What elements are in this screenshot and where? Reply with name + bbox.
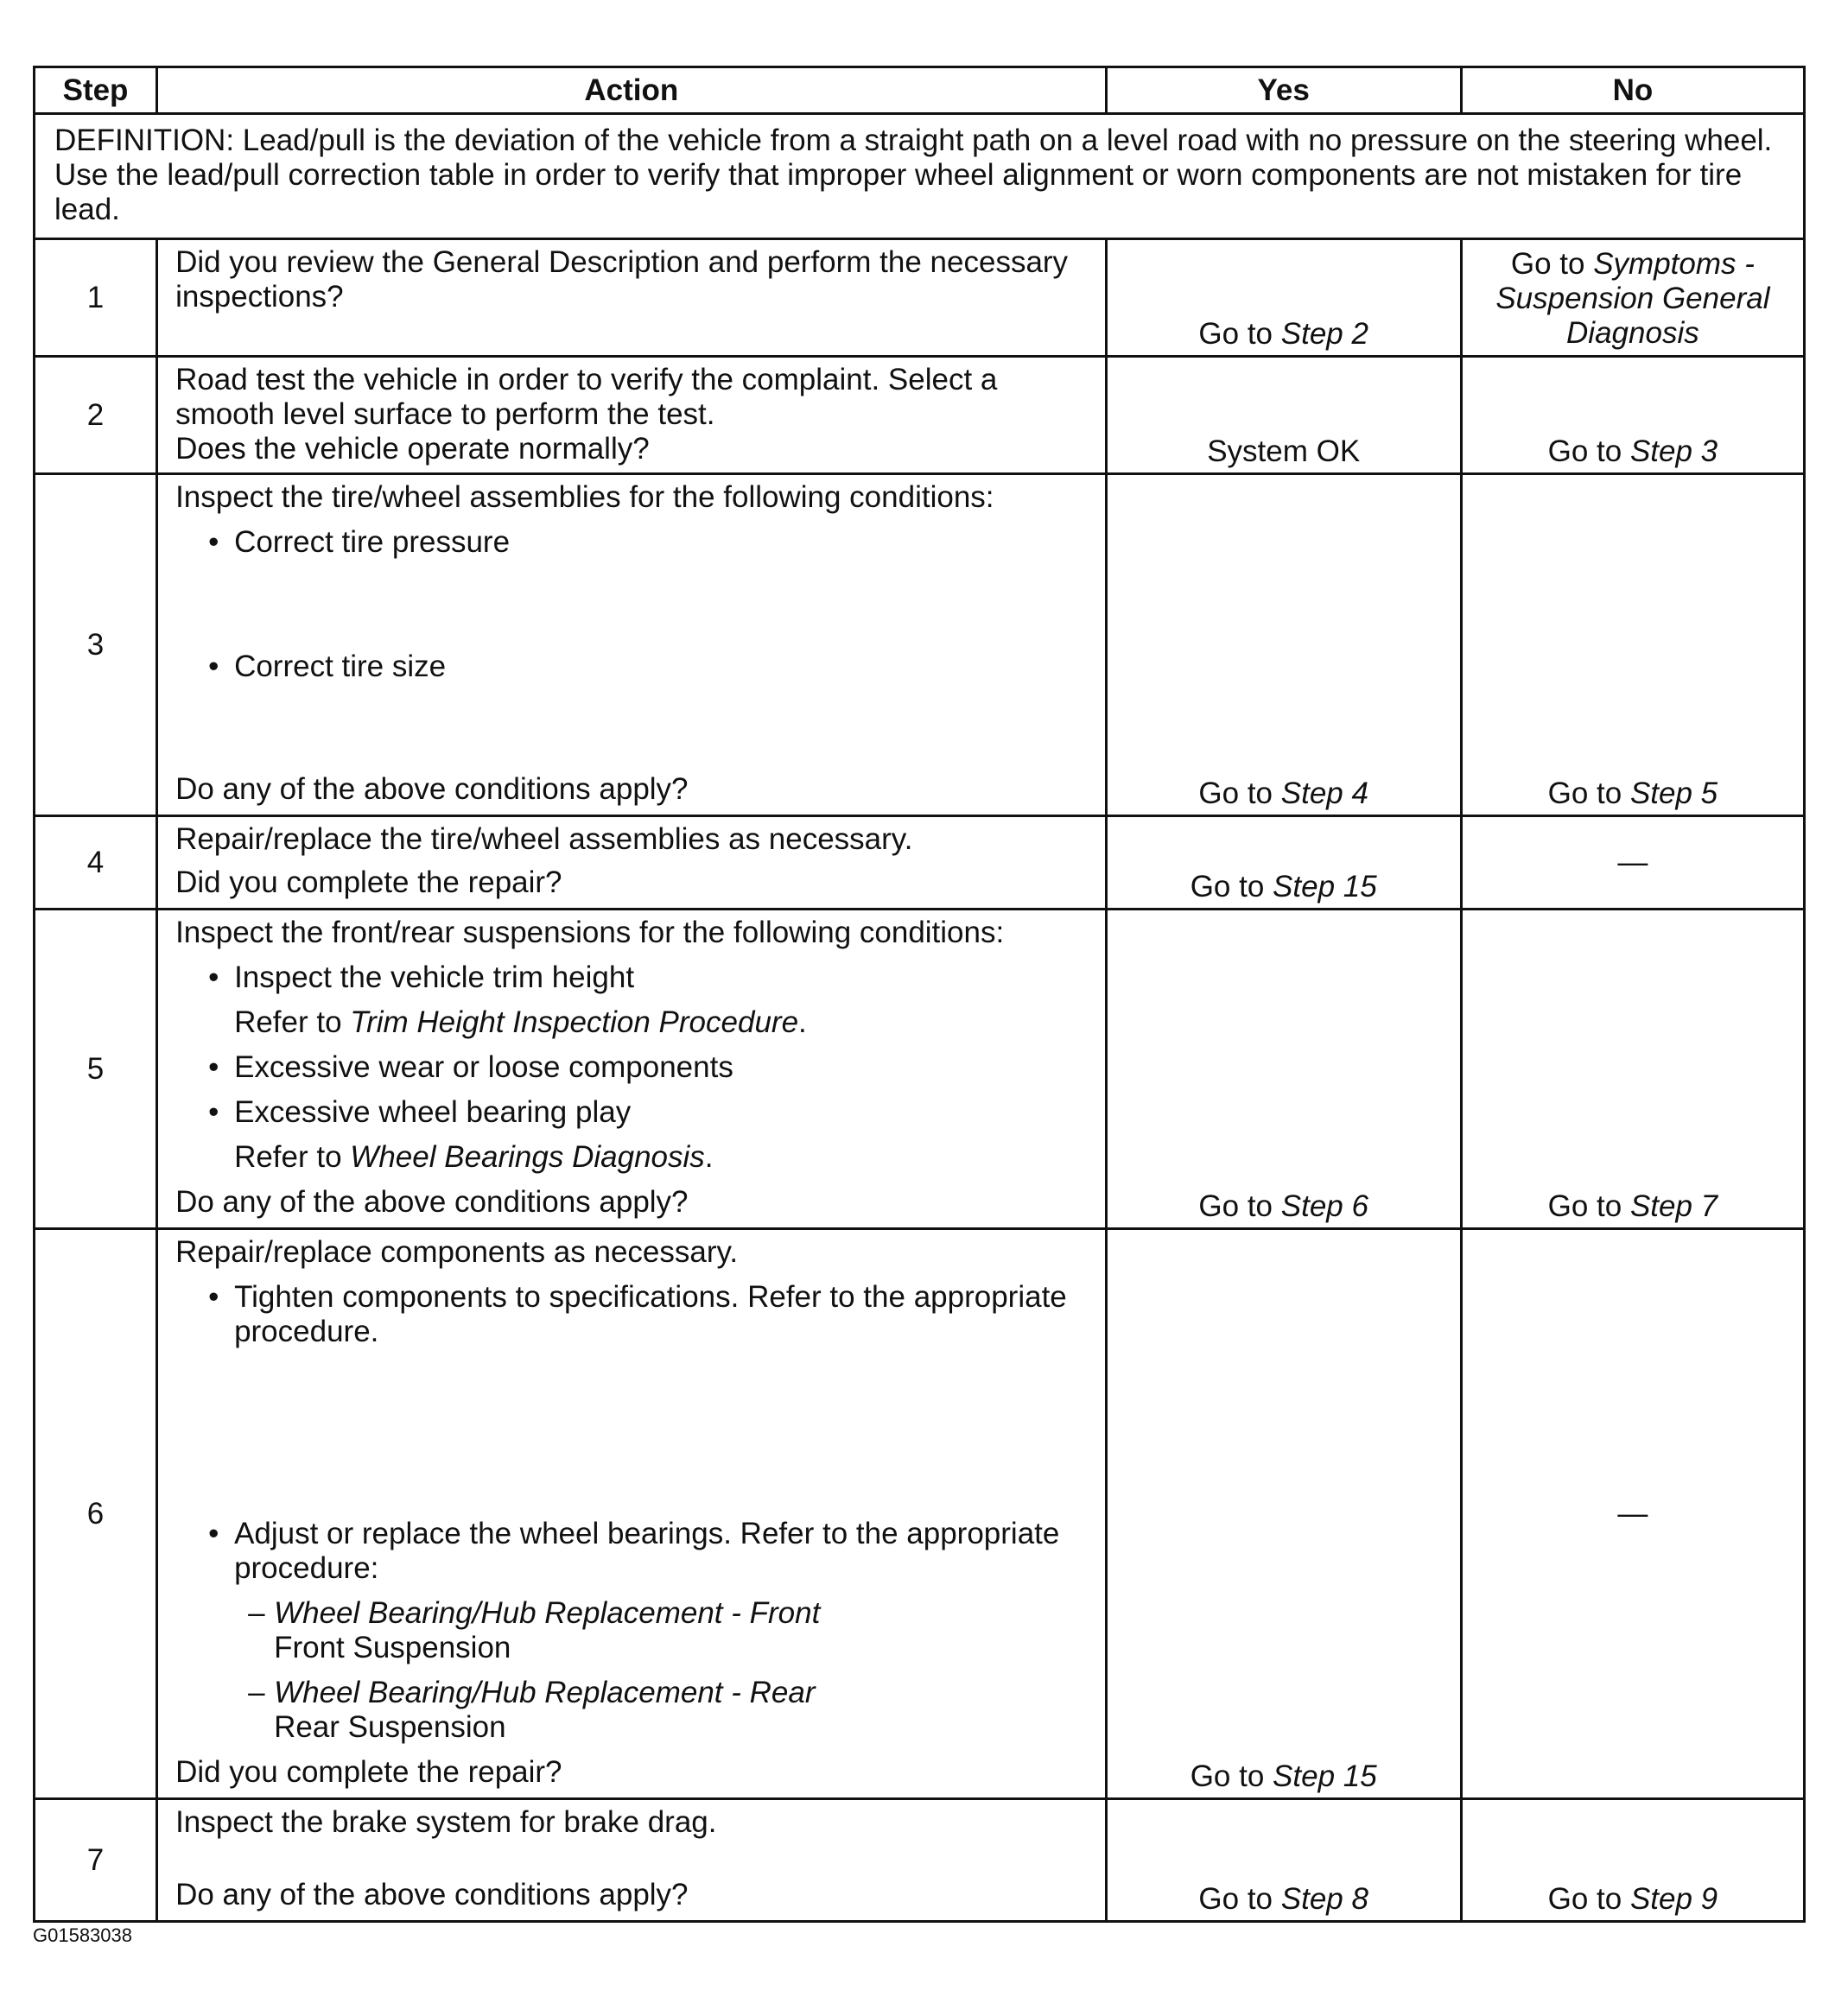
bullet-icon: • (208, 960, 219, 994)
dash-text: Front Suspension (274, 1631, 511, 1664)
header-step: Step (35, 67, 157, 114)
question-text: Do any of the above conditions apply? (175, 1878, 689, 1911)
step-number: 7 (35, 1799, 157, 1922)
yes-step-link: Step 6 (1280, 1189, 1368, 1223)
bullet-item (175, 1517, 1093, 1586)
procedure-link: Wheel Bearing/Hub Replacement - Rear (274, 1676, 816, 1709)
yes-cell (1106, 474, 1461, 816)
no-step-link: Step 7 (1629, 1189, 1718, 1223)
action-text: Did you review the General Description and perform the necessary inspections? (175, 245, 1069, 314)
action-text: Inspect the front/rear suspensions for the following conditions: (175, 916, 1005, 949)
bullet-icon: • (208, 525, 219, 559)
yes-prefix: Go to (1198, 1882, 1273, 1916)
table-row (35, 1229, 1805, 1799)
step-number: 5 (35, 910, 157, 1229)
table-row (35, 239, 1805, 357)
action-text: Road test the vehicle in order to verify the complaint. Select a smooth level surface to perform the test. (175, 363, 998, 431)
table-row (35, 474, 1805, 816)
action-cell (157, 816, 1107, 910)
bullet-text: Correct tire size (234, 650, 447, 683)
action-cell (157, 357, 1107, 474)
yes-step-link: Step 2 (1280, 317, 1368, 351)
no-cell (1461, 357, 1804, 474)
yes-prefix: Go to (1198, 317, 1273, 351)
bullet-item (175, 650, 1093, 684)
question-text: Do any of the above conditions apply? (175, 1185, 689, 1219)
question-text: Did you complete the repair? (175, 1755, 562, 1789)
yes-prefix: Go to (1198, 777, 1273, 810)
no-step-link: Symptoms - Suspension General Diagnosis (1495, 247, 1770, 350)
refer-line (175, 1005, 1093, 1040)
definition-row (35, 114, 1805, 239)
no-prefix: Go to (1547, 777, 1622, 810)
action-cell (157, 1799, 1107, 1922)
figure-code: G01583038 (33, 1924, 132, 1946)
refer-prefix: Refer to (234, 1005, 342, 1039)
action-cell (157, 239, 1107, 357)
procedure-link: Wheel Bearing/Hub Replacement - Front (274, 1596, 821, 1630)
yes-step-link: Step 4 (1280, 777, 1368, 810)
bullet-text: Adjust or replace the wheel bearings. Refer to the appropriate procedure: (234, 1517, 1060, 1585)
yes-step-link: Step 15 (1273, 870, 1377, 903)
dash-icon: – (248, 1596, 265, 1630)
table-row (35, 910, 1805, 1229)
dash-icon: – (248, 1676, 265, 1709)
bullet-icon: • (208, 1050, 219, 1084)
diagnostic-table (33, 66, 1806, 1923)
header-row (35, 67, 1805, 114)
step-number: 2 (35, 357, 157, 474)
dash-item (175, 1596, 1093, 1665)
table-row (35, 357, 1805, 474)
yes-cell (1106, 239, 1461, 357)
header-no: No (1461, 67, 1804, 114)
step-number: 4 (35, 816, 157, 910)
bullet-item (175, 525, 1093, 560)
action-text: Inspect the tire/wheel assemblies for the following conditions: (175, 480, 994, 514)
dash-text: Rear Suspension (274, 1710, 506, 1744)
no-prefix: Go to (1547, 1189, 1622, 1223)
action-text: Inspect the brake system for brake drag. (175, 1805, 717, 1839)
question-text: Does the vehicle operate normally? (175, 432, 650, 466)
no-step-link: Step 5 (1629, 777, 1718, 810)
bullet-text: Inspect the vehicle trim height (234, 960, 635, 994)
refer-link: Trim Height Inspection Procedure (350, 1005, 799, 1039)
header-yes: Yes (1106, 67, 1461, 114)
yes-cell: System OK (1106, 357, 1461, 474)
bullet-icon: • (208, 650, 219, 683)
yes-prefix: Go to (1190, 1759, 1265, 1793)
question-text: Do any of the above conditions apply? (175, 772, 689, 806)
no-cell: — (1461, 1229, 1804, 1799)
action-cell (157, 1229, 1107, 1799)
yes-prefix: Go to (1198, 1189, 1273, 1223)
dash-item (175, 1676, 1093, 1745)
bullet-text: Tighten components to specifications. Refer to the appropriate procedure. (234, 1280, 1067, 1348)
yes-cell (1106, 1799, 1461, 1922)
action-text: Repair/replace components as necessary. (175, 1235, 739, 1269)
no-cell (1461, 239, 1804, 357)
yes-step-link: Step 15 (1273, 1759, 1377, 1793)
no-cell: — (1461, 816, 1804, 910)
action-cell (157, 474, 1107, 816)
no-step-link: Step 9 (1629, 1882, 1718, 1916)
refer-link: Wheel Bearings Diagnosis (350, 1140, 705, 1174)
bullet-icon: • (208, 1517, 219, 1550)
yes-cell (1106, 1229, 1461, 1799)
bullet-item (175, 960, 1093, 995)
refer-suffix: . (704, 1140, 714, 1174)
table-row (35, 816, 1805, 910)
bullet-item (175, 1280, 1093, 1349)
no-prefix: Go to (1547, 1882, 1622, 1916)
refer-line (175, 1140, 1093, 1175)
bullet-icon: • (208, 1095, 219, 1129)
bullet-text: Correct tire pressure (234, 525, 511, 559)
bullet-text: Excessive wear or loose components (234, 1050, 733, 1084)
no-prefix: Go to (1547, 434, 1622, 468)
yes-cell (1106, 816, 1461, 910)
step-number: 3 (35, 474, 157, 816)
no-cell (1461, 474, 1804, 816)
no-step-link: Step 3 (1629, 434, 1718, 468)
refer-suffix: . (798, 1005, 807, 1039)
step-number: 6 (35, 1229, 157, 1799)
yes-cell (1106, 910, 1461, 1229)
definition-text: DEFINITION: Lead/pull is the deviation of the vehicle from a straight path on a level road with no pressure on the steering wheel. Use the lead/pull correction table in order to verify that improper wheel alignment or worn components are not mistaken for tire lead. (35, 114, 1805, 239)
bullet-item (175, 1095, 1093, 1130)
no-cell (1461, 910, 1804, 1229)
bullet-item (175, 1050, 1093, 1085)
yes-step-link: Step 8 (1280, 1882, 1368, 1916)
header-action: Action (157, 67, 1107, 114)
table-row (35, 1799, 1805, 1922)
action-cell (157, 910, 1107, 1229)
yes-prefix: Go to (1190, 870, 1265, 903)
bullet-text: Excessive wheel bearing play (234, 1095, 632, 1129)
question-text: Did you complete the repair? (175, 865, 562, 899)
no-prefix: Go to (1510, 247, 1585, 281)
refer-prefix: Refer to (234, 1140, 342, 1174)
step-number: 1 (35, 239, 157, 357)
bullet-icon: • (208, 1280, 219, 1314)
no-cell (1461, 1799, 1804, 1922)
action-text: Repair/replace the tire/wheel assemblies as necessary. (175, 822, 913, 856)
